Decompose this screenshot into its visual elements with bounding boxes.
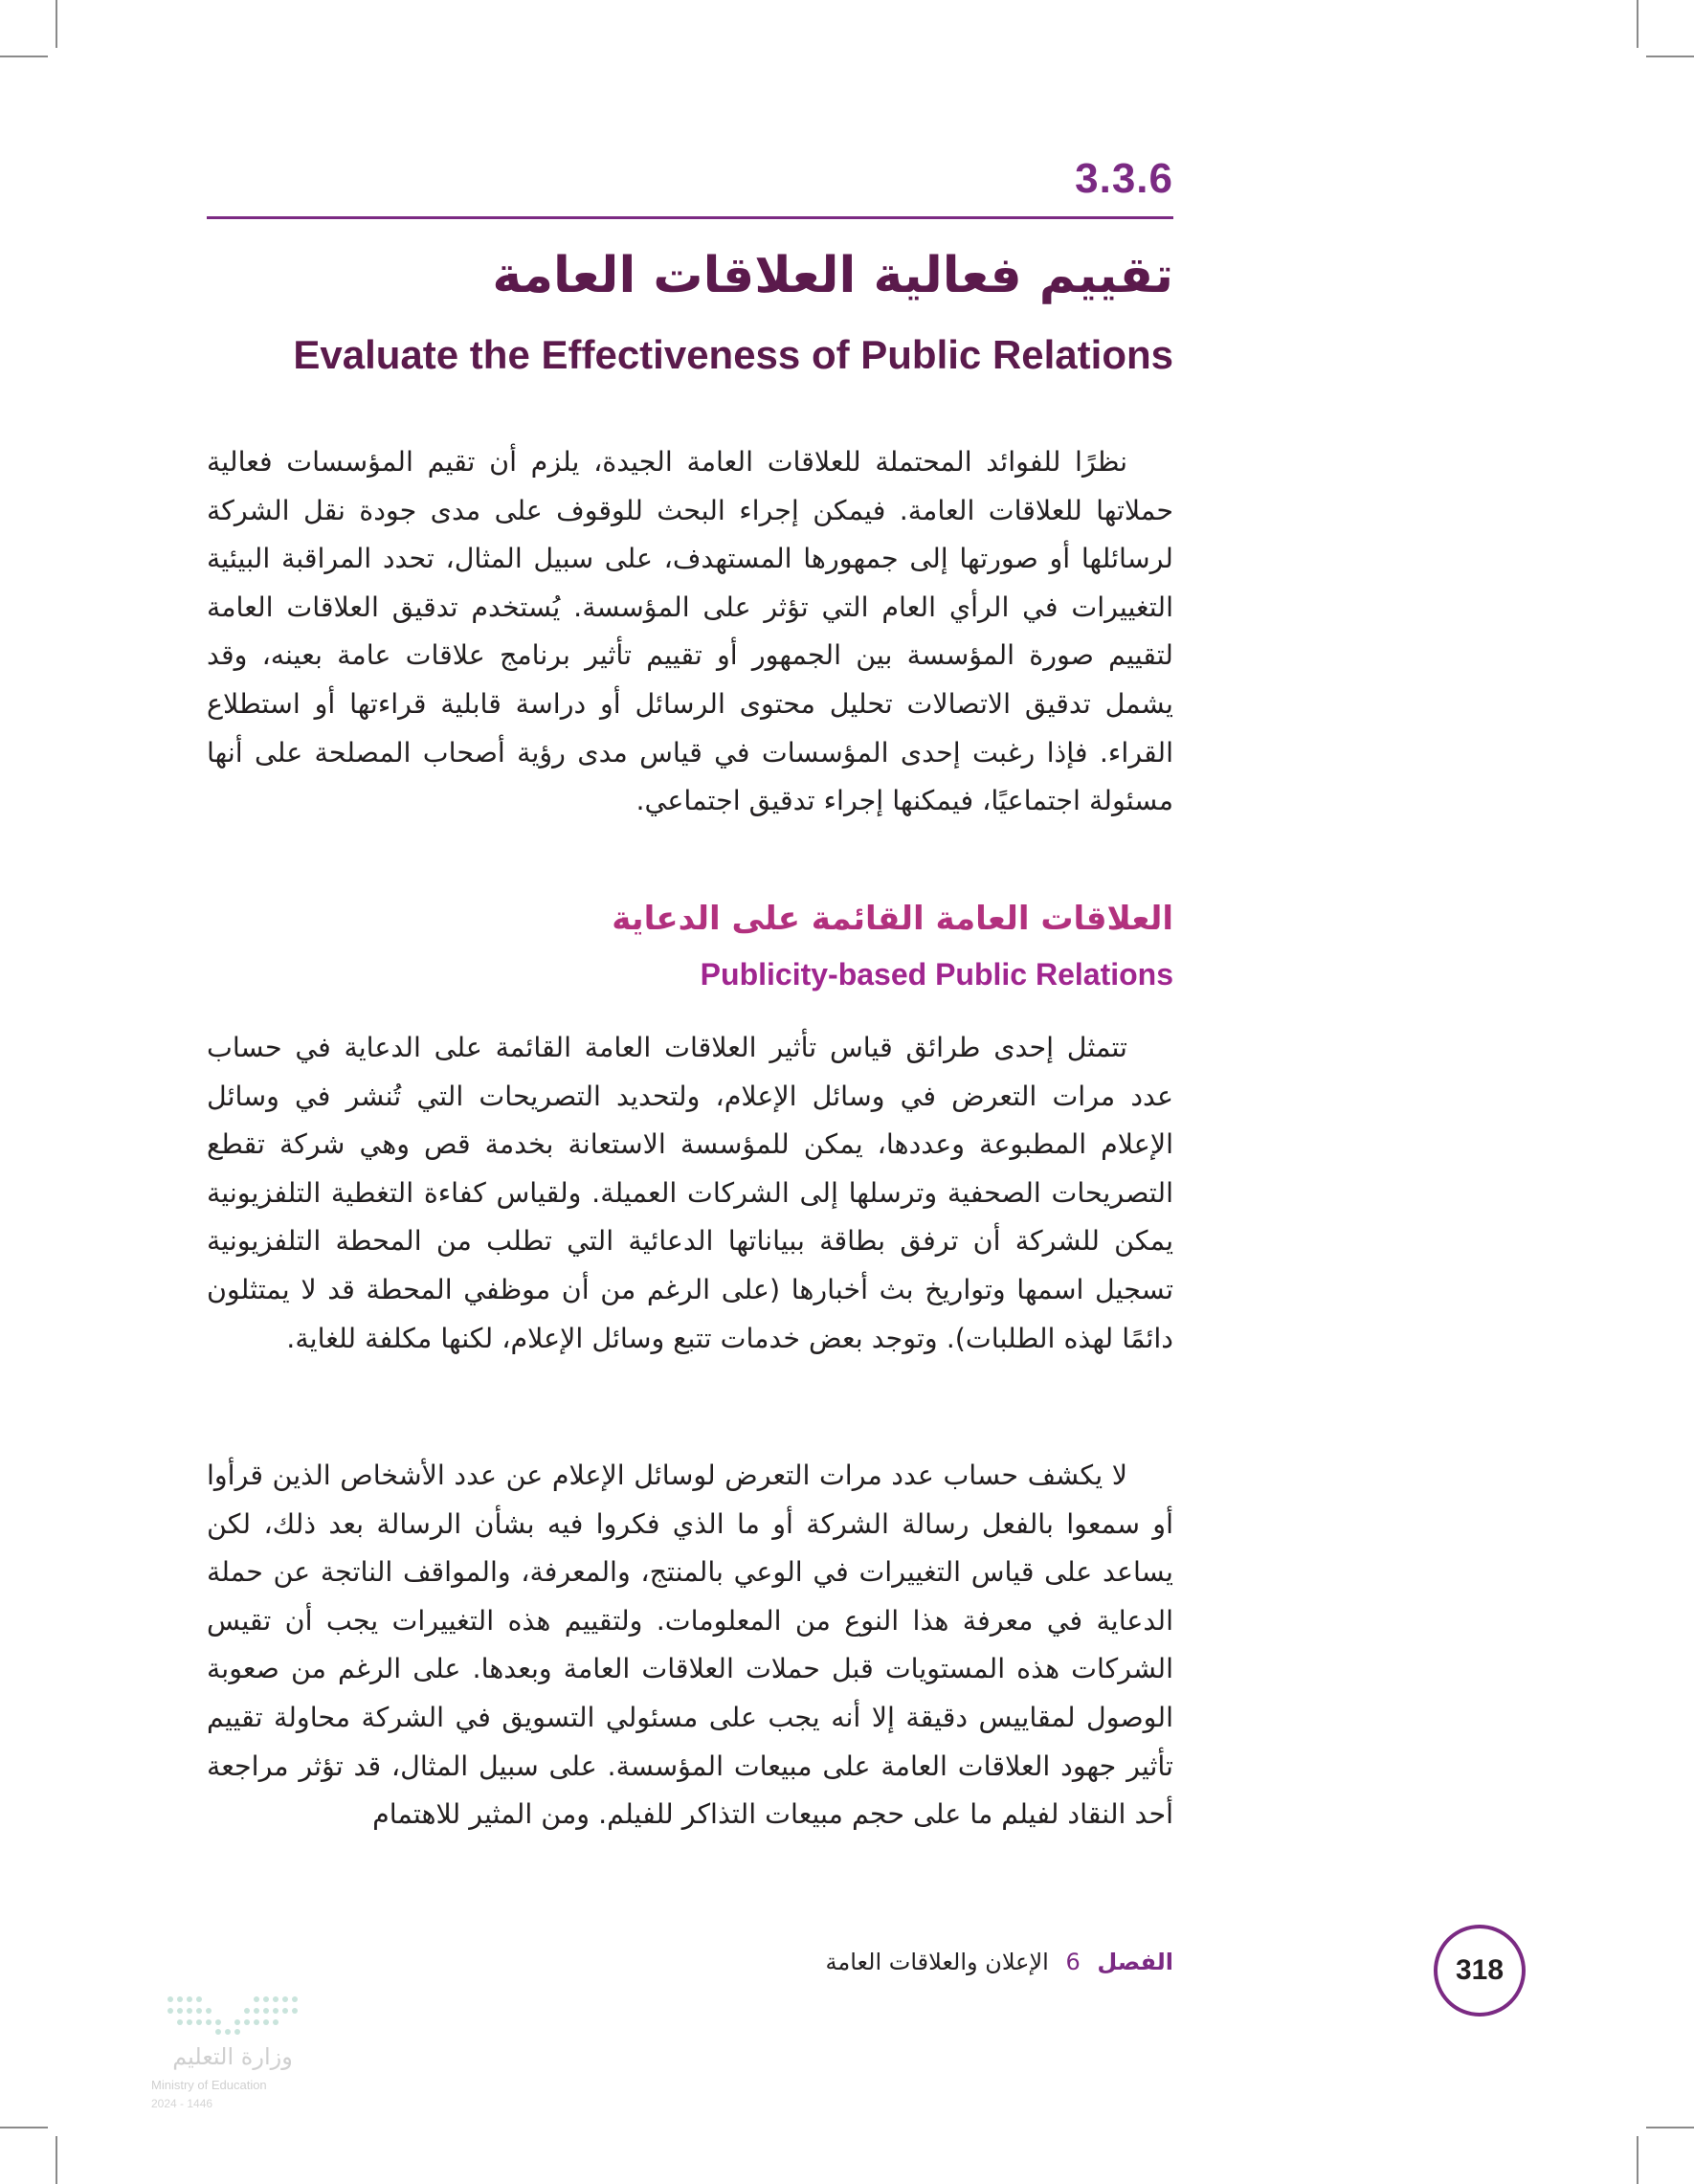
crop-mark [1646, 2127, 1694, 2128]
section-number: 3.3.6 [1075, 155, 1173, 202]
crop-mark [1637, 0, 1638, 48]
crop-mark [1637, 2136, 1638, 2184]
chapter-number: 6 [1065, 1949, 1081, 1975]
body-paragraph-1: نظرًا للفوائد المحتملة للعلاقات العامة الجيدة، يلزم أن تقيم المؤسسات فعالية حملاتها للعلاقات العامة. فيمكن إجراء البحث للوقوف على مدى جودة نقل الشركة لرسائلها أو صورتها إلى جمهورها المستهدف، على سبيل المثال، تحدد المراقبة البيئية التغييرات في الرأي العام التي تؤثر على المؤسسة. يُستخدم تدقيق العلاقات العامة لتقييم صورة المؤسسة بين الجمهور أو تقييم تأثير برنامج علاقات عامة بعينه، وقد يشمل تدقيق الاتصالات تحليل محتوى الرسائل أو دراسة قابلية قراءتها أو استطلاع القراء. فإذا رغبت إحدى المؤسسات في قياس مدى رؤية أصحاب المصلحة على أنها مسئولة اجتماعيًا، فيمكنها إجراء تدقيق اجتماعي. [207, 446, 1173, 817]
page-number: 318 [1434, 1925, 1526, 2017]
chapter-footer [685, 1949, 1173, 1975]
page-title-arabic: تقييم فعالية العلاقات العامة [492, 247, 1173, 304]
ministry-logo [151, 1986, 314, 2177]
crop-mark [0, 2127, 48, 2128]
chapter-title: الإعلان والعلاقات العامة [825, 1949, 1049, 1975]
ministry-name-arabic: وزارة التعليم [172, 2043, 293, 2070]
section-rule [207, 216, 1173, 219]
ministry-year: 2024 - 1446 [151, 2097, 213, 2110]
page-title-english: Evaluate the Effectiveness of Public Relations [293, 332, 1173, 377]
crop-mark [56, 2136, 57, 2184]
body-paragraph-2: تتمثل إحدى طرائق قياس تأثير العلاقات العامة القائمة على الدعاية في حساب عدد مرات التعرض في وسائل الإعلام، ولتحديد التصريحات التي تُنشر في وسائل الإعلام المطبوعة وعددها، يمكن للمؤسسة الاستعانة بخدمة قص وهي شركة تقطع التصريحات الصحفية وترسلها إلى الشركات العميلة. ولقياس كفاءة التغطية التلفزيونية يمكن للشركة أن ترفق بطاقة ببياناتها الدعائية التي تطلب من المحطة التلفزيونية تسجيل اسمها وتواريخ بث أخبارها (على الرغم من أن موظفي المحطة قد لا يمتثلون دائمًا لهذه الطلبات). وتوجد بعض خدمات تتبع وسائل الإعلام، لكنها مكلفة للغاية. [207, 1032, 1173, 1354]
crop-mark [1646, 56, 1694, 57]
crop-mark [56, 0, 57, 48]
subheading-arabic: العلاقات العامة القائمة على الدعاية [612, 900, 1173, 938]
subheading-english: Publicity-based Public Relations [700, 957, 1173, 992]
body-paragraph-3: لا يكشف حساب عدد مرات التعرض لوسائل الإعلام عن عدد الأشخاص الذين قرأوا أو سمعوا بالفعل رسالة الشركة أو ما الذي فكروا فيه بشأن الرسالة بعد ذلك، لكن يساعد على قياس التغييرات في الوعي بالمنتج، والمعرفة، والمواقف الناتجة عن حملة الدعاية في معرفة هذا النوع من المعلومات. ولتقييم هذه التغييرات يجب أن تقيس الشركات هذه المستويات قبل حملات العلاقات العامة وبعدها. على الرغم من صعوبة الوصول لمقاييس دقيقة إلا أنه يجب على مسئولي التسويق في الشركة محاولة تقييم تأثير جهود العلاقات العامة على مبيعات المؤسسة. على سبيل المثال، قد تؤثر مراجعة أحد النقاد لفيلم ما على حجم مبيعات التذاكر للفيلم. ومن المثير للاهتمام [207, 1460, 1173, 1831]
dots-pattern-icon [151, 1986, 314, 2039]
ministry-name-english: Ministry of Education [151, 2078, 267, 2092]
crop-mark [0, 56, 48, 57]
chapter-label: الفصل [1097, 1949, 1173, 1975]
